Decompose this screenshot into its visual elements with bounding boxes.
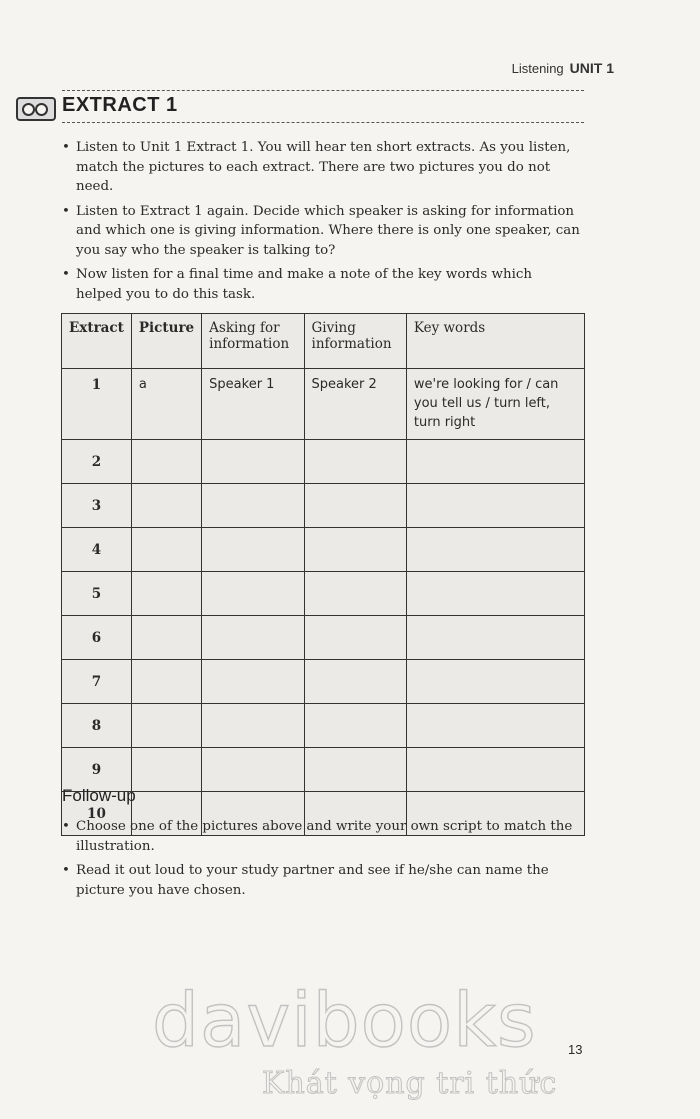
cd-icon bbox=[16, 97, 56, 121]
extract-number: 3 bbox=[62, 484, 132, 528]
picture-cell[interactable] bbox=[131, 616, 201, 660]
asking-cell[interactable]: Speaker 1 bbox=[202, 369, 304, 440]
picture-cell[interactable]: a bbox=[131, 369, 201, 440]
header-keywords: Key words bbox=[406, 314, 584, 369]
extract-number: 8 bbox=[62, 704, 132, 748]
table-row bbox=[62, 748, 585, 792]
extract-number: 10 bbox=[62, 792, 132, 836]
watermark-logo: davibooks bbox=[152, 978, 537, 1064]
keywords-cell[interactable] bbox=[406, 484, 584, 528]
asking-cell[interactable] bbox=[202, 440, 304, 484]
table-row bbox=[62, 616, 585, 660]
instruction-item: • Listen to Extract 1 again. Decide which speaker is asking for information and which one is giving information. Where there is only one speaker, can you say who the speaker is talking to? bbox=[62, 202, 582, 261]
picture-cell[interactable] bbox=[131, 704, 201, 748]
extract-number: 2 bbox=[62, 440, 132, 484]
extract-number: 9 bbox=[62, 748, 132, 792]
extract-number: 5 bbox=[62, 572, 132, 616]
table-row bbox=[62, 660, 585, 704]
asking-cell[interactable] bbox=[202, 528, 304, 572]
extract-heading: EXTRACT 1 bbox=[62, 94, 178, 116]
table-row bbox=[62, 528, 585, 572]
picture-cell[interactable] bbox=[131, 484, 201, 528]
asking-cell[interactable] bbox=[202, 660, 304, 704]
giving-cell[interactable] bbox=[304, 484, 406, 528]
table-row bbox=[62, 440, 585, 484]
table-row bbox=[62, 572, 585, 616]
asking-cell[interactable] bbox=[202, 704, 304, 748]
table-row bbox=[62, 369, 585, 440]
bottom-dashed-rule bbox=[62, 122, 584, 123]
page-number: 13 bbox=[568, 1042, 583, 1057]
giving-cell[interactable] bbox=[304, 572, 406, 616]
giving-cell[interactable] bbox=[304, 440, 406, 484]
table-header-row bbox=[62, 314, 585, 369]
giving-cell[interactable] bbox=[304, 616, 406, 660]
section-label: Listening bbox=[511, 61, 564, 76]
picture-cell[interactable] bbox=[131, 440, 201, 484]
table-row bbox=[62, 704, 585, 748]
extract-number: 7 bbox=[62, 660, 132, 704]
keywords-cell[interactable] bbox=[406, 572, 584, 616]
keywords-cell[interactable] bbox=[406, 748, 584, 792]
picture-cell[interactable] bbox=[131, 528, 201, 572]
asking-cell[interactable] bbox=[202, 572, 304, 616]
running-head bbox=[512, 60, 614, 76]
giving-cell[interactable]: Speaker 2 bbox=[304, 369, 406, 440]
followup-item: • Read it out loud to your study partner and see if he/she can name the picture you have chosen. bbox=[62, 861, 582, 900]
keywords-cell[interactable] bbox=[406, 616, 584, 660]
keywords-cell[interactable] bbox=[406, 440, 584, 484]
header-asking: Asking for information bbox=[202, 314, 304, 369]
asking-cell[interactable] bbox=[202, 748, 304, 792]
followup-item: • Choose one of the pictures above and write your own script to match the illustration. bbox=[62, 817, 582, 856]
table-row bbox=[62, 484, 585, 528]
extract-number: 6 bbox=[62, 616, 132, 660]
extract-number: 4 bbox=[62, 528, 132, 572]
asking-cell[interactable] bbox=[202, 616, 304, 660]
answer-table bbox=[61, 313, 585, 836]
keywords-cell[interactable] bbox=[406, 660, 584, 704]
watermark-tagline: Khát vọng tri thức bbox=[262, 1066, 558, 1101]
header-picture: Picture bbox=[131, 314, 201, 369]
instruction-list bbox=[62, 138, 582, 309]
giving-cell[interactable] bbox=[304, 704, 406, 748]
unit-label: UNIT 1 bbox=[569, 60, 614, 76]
instruction-item: • Listen to Unit 1 Extract 1. You will hear ten short extracts. As you listen, match the pictures to each extract. There are two pictures you do not need. bbox=[62, 138, 582, 197]
followup-heading: Follow-up bbox=[62, 786, 136, 805]
asking-cell[interactable] bbox=[202, 484, 304, 528]
giving-cell[interactable] bbox=[304, 528, 406, 572]
header-extract: Extract bbox=[62, 314, 132, 369]
instruction-item: • Now listen for a final time and make a note of the key words which helped you to do this task. bbox=[62, 265, 582, 304]
picture-cell[interactable] bbox=[131, 572, 201, 616]
header-giving: Giving information bbox=[304, 314, 406, 369]
followup-list bbox=[62, 817, 582, 905]
extract-number: 1 bbox=[62, 369, 132, 440]
giving-cell[interactable] bbox=[304, 660, 406, 704]
picture-cell[interactable] bbox=[131, 748, 201, 792]
keywords-cell[interactable]: we're looking for / can you tell us / turn left, turn right bbox=[406, 369, 584, 440]
picture-cell[interactable] bbox=[131, 660, 201, 704]
keywords-cell[interactable] bbox=[406, 704, 584, 748]
giving-cell[interactable] bbox=[304, 748, 406, 792]
keywords-cell[interactable] bbox=[406, 528, 584, 572]
top-dashed-rule bbox=[62, 90, 584, 91]
